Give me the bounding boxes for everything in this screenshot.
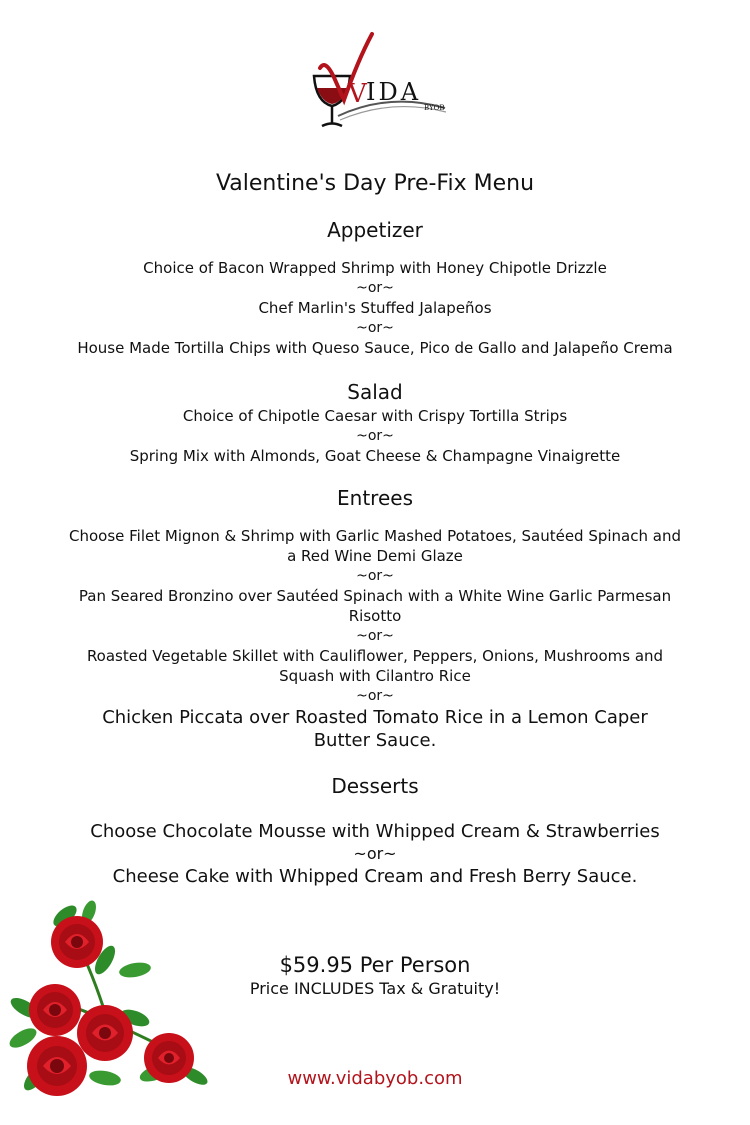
or-separator: ~or~ <box>356 320 394 336</box>
vida-logo <box>300 20 460 135</box>
appetizer-list <box>0 258 750 358</box>
or-separator: ~or~ <box>356 688 394 704</box>
appetizer-item: Chef Marlin's Stuffed Jalapeños <box>258 299 492 317</box>
price-block <box>0 952 750 999</box>
wine-glass-logo-icon <box>300 20 460 135</box>
appetizer-item: House Made Tortilla Chips with Queso Sauce, Pico de Gallo and Jalapeño Crema <box>77 339 673 357</box>
desserts-heading: Desserts <box>331 774 419 798</box>
entree-item-line: Pan Seared Bronzino over Sautéed Spinach with a White Wine Garlic Parmesan <box>78 587 672 605</box>
or-separator: ~or~ <box>356 568 394 584</box>
price-note: Price INCLUDES Tax & Gratuity! <box>249 979 501 998</box>
entree-item-line: a Red Wine Demi Glaze <box>287 547 463 565</box>
or-separator: ~or~ <box>356 628 394 644</box>
salad-item: Spring Mix with Almonds, Goat Cheese & Champagne Vinaigrette <box>129 447 621 465</box>
website-link[interactable]: www.vidabyob.com <box>287 1068 463 1089</box>
salad-item: Choice of Chipotle Caesar with Crispy Tortilla Strips <box>182 407 568 425</box>
menu-title: Valentine's Day Pre-Fix Menu <box>215 171 535 196</box>
salad-heading: Salad <box>347 380 403 404</box>
logo-wordmark: IDA <box>366 78 422 106</box>
menu-body <box>0 168 750 888</box>
entree-item-line: Roasted Vegetable Skillet with Cauliflower, Peppers, Onions, Mushrooms and <box>86 647 664 665</box>
desserts-list <box>0 820 750 888</box>
logo-initial: V <box>348 79 367 109</box>
or-separator: ~or~ <box>353 844 397 863</box>
entrees-list <box>0 526 750 752</box>
entree-item-line: Butter Sauce. <box>313 730 437 751</box>
appetizer-heading: Appetizer <box>327 218 423 242</box>
or-separator: ~or~ <box>356 280 394 296</box>
logo-tagline: BYOB <box>424 104 445 112</box>
price-amount: $59.95 Per Person <box>279 953 471 977</box>
entree-item-line: Risotto <box>348 607 402 625</box>
entrees-heading: Entrees <box>337 486 413 510</box>
appetizer-item: Choice of Bacon Wrapped Shrimp with Honey Chipotle Drizzle <box>143 259 607 277</box>
entree-item-line: Choose Filet Mignon & Shrimp with Garlic Mashed Potatoes, Sautéed Spinach and <box>68 527 681 545</box>
dessert-item: Choose Chocolate Mousse with Whipped Cream & Strawberries <box>90 821 660 842</box>
salad-list <box>0 406 750 466</box>
dessert-item: Cheese Cake with Whipped Cream and Fresh Berry Sauce. <box>112 866 638 887</box>
or-separator: ~or~ <box>356 428 394 444</box>
entree-item-line: Squash with Cilantro Rice <box>279 667 471 685</box>
entree-item-line: Chicken Piccata over Roasted Tomato Rice in a Lemon Caper <box>102 707 648 728</box>
